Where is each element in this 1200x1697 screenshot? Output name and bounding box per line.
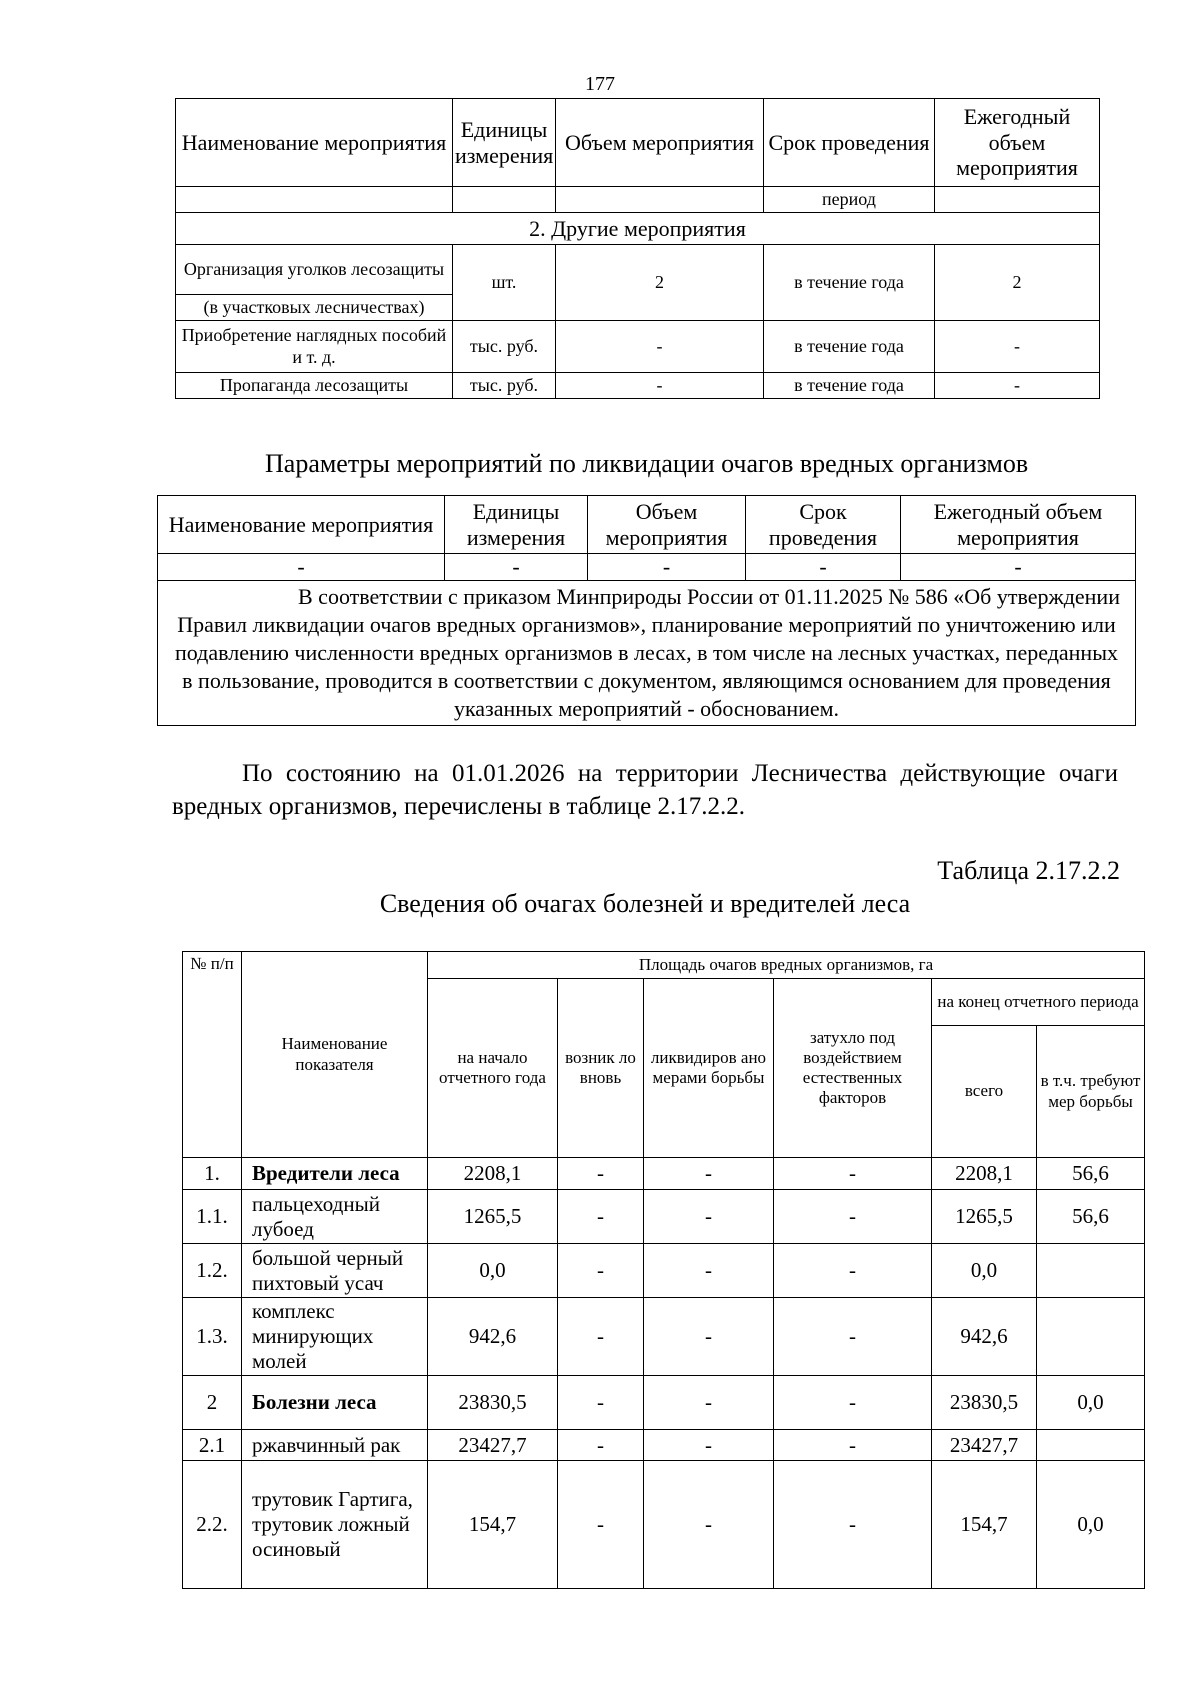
header-name: Наименование показателя	[242, 952, 428, 1158]
row-new: -	[558, 1461, 644, 1589]
row-annual: 2	[935, 245, 1100, 321]
row-total: 2208,1	[932, 1158, 1037, 1190]
row-start: 154,7	[428, 1461, 558, 1589]
row-liquidated: -	[644, 1244, 774, 1298]
row-name-note: (в участковых лесничествах)	[176, 295, 453, 321]
row-name: ржавчинный рак	[242, 1430, 428, 1461]
row-died-out: -	[774, 1244, 932, 1298]
table-label: Таблица 2.17.2.2	[937, 856, 1120, 885]
header-name: Наименование мероприятия	[176, 99, 453, 187]
body-paragraph: По состоянию на 01.01.2026 на территории Лесничества действующие очаги вредных организмов, перечислены в таблице 2.17.2.2.	[172, 760, 1118, 820]
header-requires: в т.ч. требуют мер борьбы	[1037, 1026, 1145, 1158]
row-died-out: -	[774, 1461, 932, 1589]
row-new: -	[558, 1298, 644, 1376]
row-new: -	[558, 1244, 644, 1298]
foci-table	[182, 951, 1145, 1589]
events-table	[175, 98, 1100, 399]
header-start: на начало отчетного года	[428, 979, 558, 1158]
row-total: 1265,5	[932, 1190, 1037, 1244]
row-requires: 56,6	[1037, 1158, 1145, 1190]
row-annual: -	[935, 321, 1100, 373]
row-liquidated: -	[644, 1430, 774, 1461]
row-start: 942,6	[428, 1298, 558, 1376]
row-name: пальцеходный лубоед	[242, 1190, 428, 1244]
row-start: 0,0	[428, 1244, 558, 1298]
sub-header-period: период	[764, 187, 935, 213]
row-liquidated: -	[644, 1298, 774, 1376]
row-died-out: -	[774, 1430, 932, 1461]
header-unit: Единицы измерения	[453, 99, 556, 187]
cell-dash: -	[746, 554, 901, 581]
row-unit: тыс. руб.	[453, 321, 556, 373]
header-liquidated: ликвидиров ано мерами борьбы	[644, 979, 774, 1158]
row-requires	[1037, 1244, 1145, 1298]
row-volume: -	[556, 321, 764, 373]
header-died-out: затухло под воздействием естественных факторов	[774, 979, 932, 1158]
row-name: Приобретение наглядных пособий и т. д.	[176, 321, 453, 373]
row-total: 23830,5	[932, 1376, 1037, 1430]
row-num: 1.	[183, 1158, 242, 1190]
row-num: 1.1.	[183, 1190, 242, 1244]
header-annual: Ежегодный объем мероприятия	[901, 496, 1136, 554]
header-new: возник ло вновь	[558, 979, 644, 1158]
row-total: 154,7	[932, 1461, 1037, 1589]
row-liquidated: -	[644, 1461, 774, 1589]
row-start: 2208,1	[428, 1158, 558, 1190]
cell-dash: -	[158, 554, 445, 581]
row-liquidated: -	[644, 1190, 774, 1244]
sub-empty	[453, 187, 556, 213]
row-volume: 2	[556, 245, 764, 321]
row-name: Вредители леса	[242, 1158, 428, 1190]
row-unit: тыс. руб.	[453, 373, 556, 399]
row-new: -	[558, 1376, 644, 1430]
row-liquidated: -	[644, 1158, 774, 1190]
row-new: -	[558, 1190, 644, 1244]
row-died-out: -	[774, 1158, 932, 1190]
table-caption: Сведения об очагах болезней и вредителей леса	[379, 889, 911, 918]
row-died-out: -	[774, 1298, 932, 1376]
row-name: комплекс минирующих молей	[242, 1298, 428, 1376]
row-requires: 0,0	[1037, 1461, 1145, 1589]
section-row: 2. Другие мероприятия	[176, 213, 1100, 245]
row-total: 942,6	[932, 1298, 1037, 1376]
header-total: всего	[932, 1026, 1037, 1158]
row-num: 2.1	[183, 1430, 242, 1461]
row-num: 1.2.	[183, 1244, 242, 1298]
row-start: 23830,5	[428, 1376, 558, 1430]
header-area: Площадь очагов вредных организмов, га	[428, 952, 1145, 979]
row-name: Пропаганда лесозащиты	[176, 373, 453, 399]
row-died-out: -	[774, 1376, 932, 1430]
header-unit: Единицы измерения	[445, 496, 588, 554]
header-num: № п/п	[183, 952, 242, 1158]
sub-empty	[176, 187, 453, 213]
row-requires	[1037, 1430, 1145, 1461]
sub-empty	[935, 187, 1100, 213]
row-term: в течение года	[764, 373, 935, 399]
row-start: 1265,5	[428, 1190, 558, 1244]
header-volume: Объем мероприятия	[588, 496, 746, 554]
params-note: В соответствии с приказом Минприроды России от 01.11.2025 № 586 «Об утверждении Правил ликвидации очагов вредных организмов», планирование мероприятий по уничтожению или подавлению численности вредных организмов в лесах, в том числе на лесных участках, переданных в пользование, проводится в соответствии с документом, являющимся основанием для проведения указанных мероприятий - обоснованием.	[158, 581, 1136, 726]
row-num: 1.3.	[183, 1298, 242, 1376]
cell-dash: -	[901, 554, 1136, 581]
header-volume: Объем мероприятия	[556, 99, 764, 187]
sub-empty	[556, 187, 764, 213]
row-requires	[1037, 1298, 1145, 1376]
row-requires: 0,0	[1037, 1376, 1145, 1430]
row-new: -	[558, 1430, 644, 1461]
row-liquidated: -	[644, 1376, 774, 1430]
header-name: Наименование мероприятия	[158, 496, 445, 554]
row-name: большой черный пихтовый усач	[242, 1244, 428, 1298]
cell-dash: -	[588, 554, 746, 581]
section-title: Параметры мероприятий по ликвидации очагов вредных организмов	[265, 449, 1029, 478]
row-total: 0,0	[932, 1244, 1037, 1298]
row-name: Организация уголков лесозащиты	[176, 245, 453, 295]
row-total: 23427,7	[932, 1430, 1037, 1461]
header-annual: Ежегодный объем мероприятия	[935, 99, 1100, 187]
row-num: 2	[183, 1376, 242, 1430]
row-died-out: -	[774, 1190, 932, 1244]
header-term: Срок проведения	[746, 496, 901, 554]
page-number: 177	[585, 73, 615, 95]
row-name: трутовик Гартига, трутовик ложный осиновый	[242, 1461, 428, 1589]
row-unit: шт.	[453, 245, 556, 321]
cell-dash: -	[445, 554, 588, 581]
row-term: в течение года	[764, 245, 935, 321]
row-annual: -	[935, 373, 1100, 399]
row-new: -	[558, 1158, 644, 1190]
params-table	[157, 495, 1136, 726]
row-name: Болезни леса	[242, 1376, 428, 1430]
header-term: Срок проведения	[764, 99, 935, 187]
header-end: на конец отчетного периода	[932, 979, 1145, 1026]
row-num: 2.2.	[183, 1461, 242, 1589]
row-requires: 56,6	[1037, 1190, 1145, 1244]
row-start: 23427,7	[428, 1430, 558, 1461]
row-term: в течение года	[764, 321, 935, 373]
row-volume: -	[556, 373, 764, 399]
